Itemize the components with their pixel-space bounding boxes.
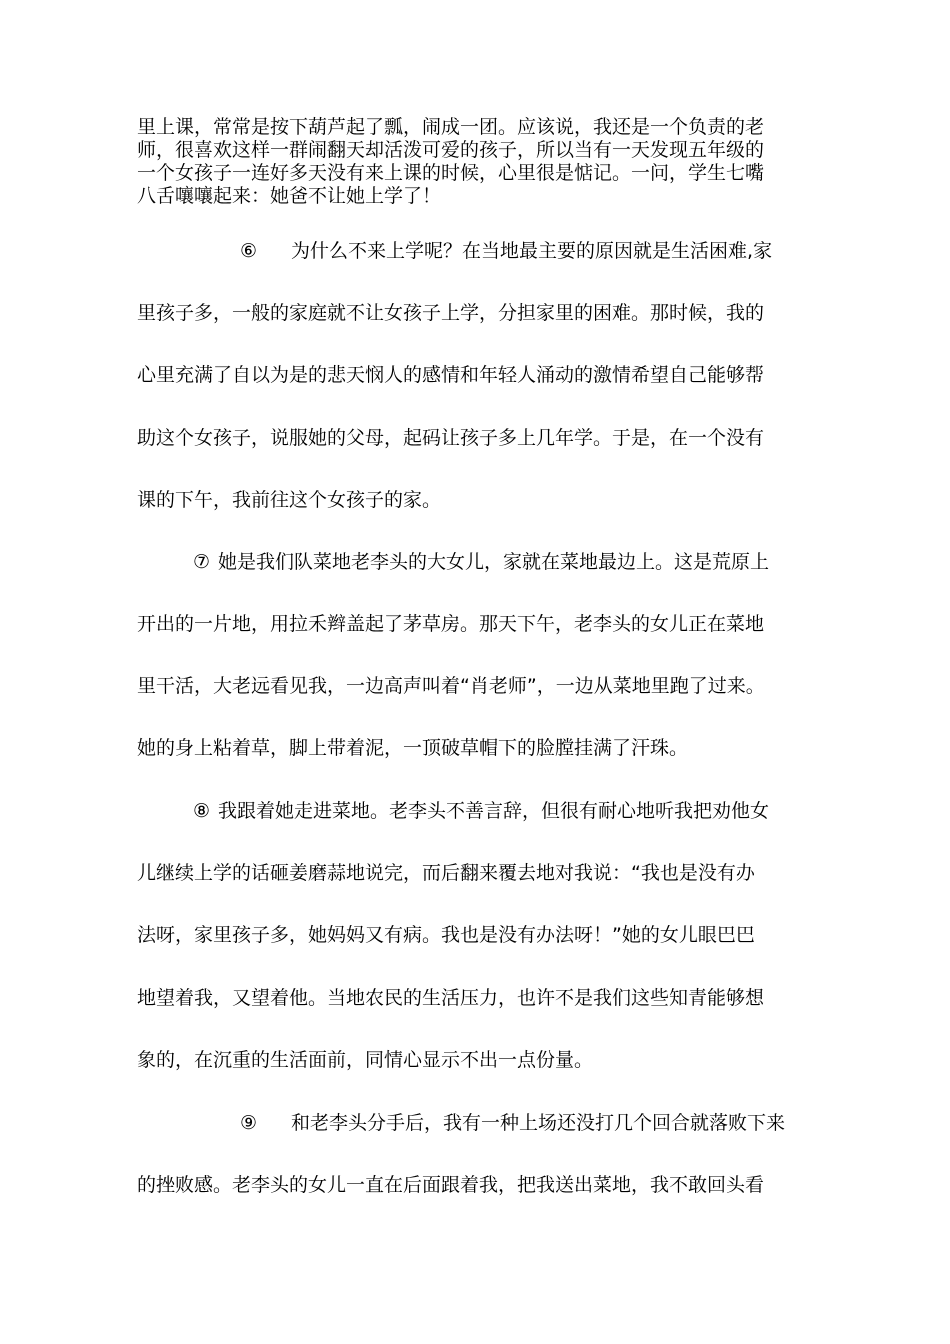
text-line: 的挫败感。老李头的女儿一直在后面跟着我，把我送出菜地，我不敢回头看 (137, 1174, 765, 1196)
text-line: 她的身上粘着草，脚上带着泥，一顶破草帽下的脸膛挂满了汗珠。 (137, 737, 689, 759)
text-line: 为什么不来上学呢？在当地最主要的原因就是生活困难,家 (291, 240, 773, 262)
text-line: 里干活，大老远看见我，一边高声叫着“肖老师”，一边从菜地里跑了过来。 (137, 675, 765, 697)
text-line: 和老李头分手后，我有一种上场还没打几个回合就落败下来 (291, 1112, 786, 1134)
text-line: 里上课，常常是按下葫芦起了瓢，闹成一团。应该说，我还是一个负责的老 (137, 116, 765, 138)
text-line: 师，很喜欢这样一群闹翻天却活泼可爱的孩子，所以当有一天发现五年级的 (137, 139, 765, 161)
text-line: 一个女孩子一连好多天没有来上课的时候，心里很是惦记。一问，学生七嘴 (137, 162, 765, 184)
text-line: 法呀，家里孩子多，她妈妈又有病。我也是没有办法呀！”她的女儿眼巴巴 (137, 924, 755, 946)
text-line: 开出的一片地，用拉禾辫盖起了茅草房。那天下午，老李头的女儿正在菜地 (137, 613, 765, 635)
text-line: 儿继续上学的话砸姜磨蒜地说完，而后翻来覆去地对我说：“我也是没有办 (137, 862, 755, 884)
text-line: 我跟着她走进菜地。老李头不善言辞，但很有耐心地听我把劝他女 (218, 800, 770, 822)
paragraph-number: ⑧ (193, 800, 211, 822)
paragraph-8-first-line (193, 796, 820, 823)
paragraph-9-first-line (240, 1108, 820, 1135)
text-line: 地望着我，又望着他。当地农民的生活压力，也许不是我们这些知青能够想 (137, 987, 765, 1009)
paragraph-number: ⑨ (240, 1112, 258, 1134)
text-line: 象的，在沉重的生活面前，同情心显示不出一点份量。 (137, 1049, 594, 1071)
text-line: 助这个女孩子，说服她的父母，起码让孩子多上几年学。于是，在一个没有 (137, 427, 765, 449)
paragraph-number: ⑥ (240, 240, 258, 262)
text-line: 里孩子多，一般的家庭就不让女孩子上学，分担家里的困难。那时候，我的 (137, 302, 765, 324)
text-line: 课的下午，我前往这个女孩子的家。 (137, 489, 442, 511)
text-line: 她是我们队菜地老李头的大女儿，家就在菜地最边上。这是荒原上 (218, 551, 770, 573)
text-line: 心里充满了自以为是的悲天悯人的感情和年轻人涌动的激情希望自己能够帮 (137, 364, 765, 386)
paragraph-6-first-line (240, 236, 820, 263)
paragraph-7-first-line (193, 547, 820, 574)
paragraph-number: ⑦ (193, 551, 211, 573)
text-line: 八舌嚷嚷起来：她爸不让她上学了！ (137, 185, 442, 207)
